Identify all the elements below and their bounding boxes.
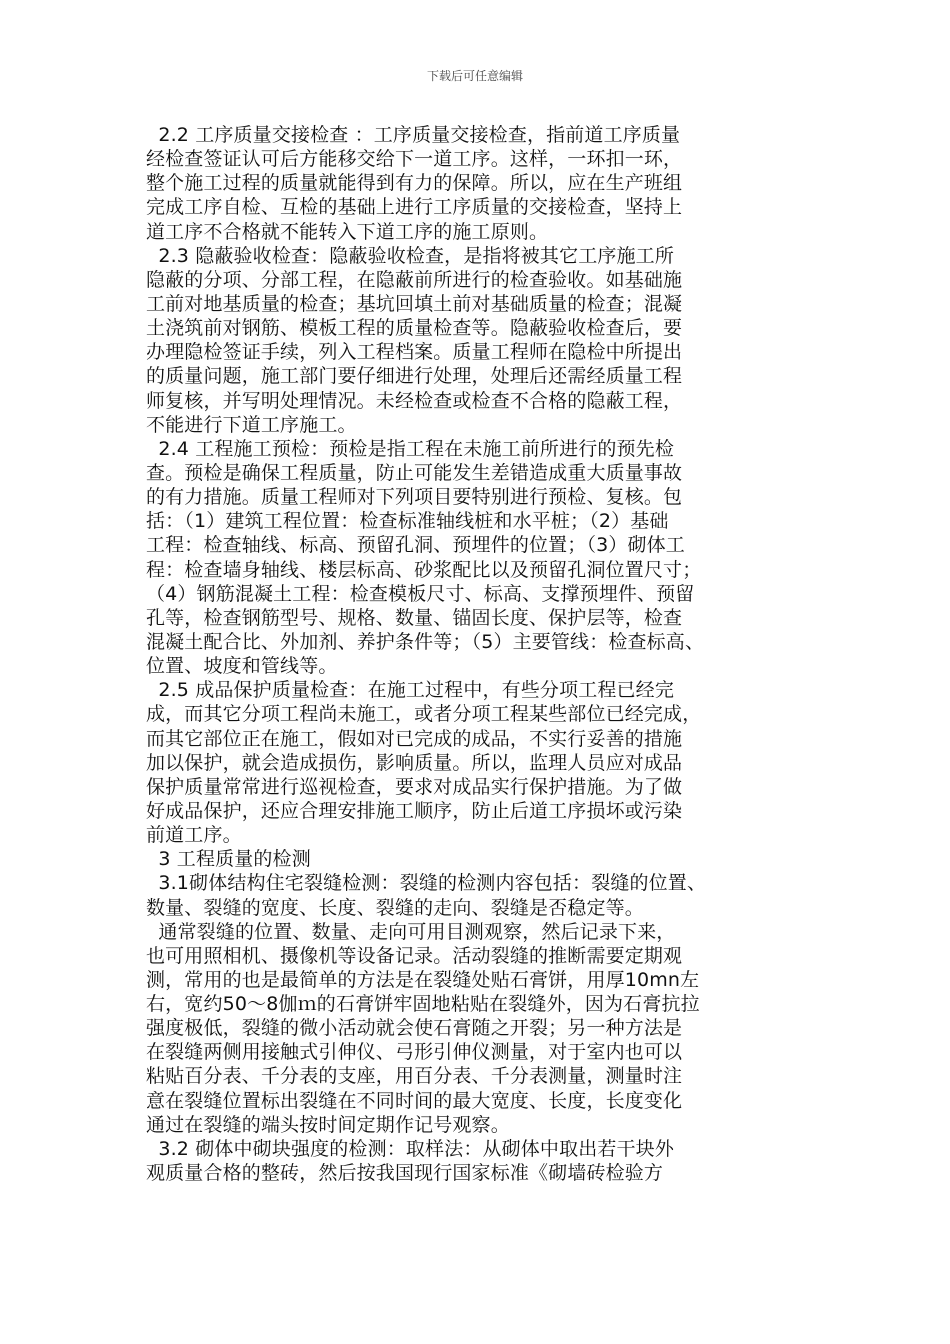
text-line: 意在裂缝位置标出裂缝在不同时间的最大宽度、长度，长度变化 [146, 1089, 683, 1112]
text-line: 的质量问题，施工部门要仔细进行处理，处理后还需经质量工程 [146, 365, 683, 388]
text-line: 在裂缝两侧用接触式引伸仪、弓形引伸仪测量，对于室内也可以 [146, 1041, 683, 1064]
text-line: 强度极低，裂缝的微小活动就会使石膏随之开裂；另一种方法是 [146, 1017, 683, 1040]
text-line: 加以保护，就会造成损伤，影响质量。所以，监理人员应对成品 [146, 751, 683, 774]
text-line: 经检查签证认可后方能移交给下一道工序。这样，一环扣一环， [146, 148, 683, 171]
text-line: 括：（1）建筑工程位置：检查标准轴线桩和水平桩；（2）基础 [146, 510, 669, 533]
text-line: 通常裂缝的位置、数量、走向可用目测观察，然后记录下来， [146, 920, 676, 943]
text-line: 位置、坡度和管线等。 [146, 655, 338, 678]
text-line: 工程：检查轴线、标高、预留孔洞、预埋件的位置；（3）砌体工 [146, 534, 685, 557]
text-line: 粘贴百分表、千分表的支座，用百分表、千分表测量，测量时注 [146, 1065, 683, 1088]
text-line: 查。预检是确保工程质量，防止可能发生差错造成重大质量事故 [146, 461, 683, 484]
text-line: 通过在裂缝的端头按时间定期作记号观察。 [146, 1113, 510, 1136]
page-header: 下载后可任意编辑 [426, 69, 523, 83]
text-line: 2.5 成品保护质量检查：在施工过程中，有些分项工程已经完 [146, 679, 674, 702]
text-line: （4）钢筋混凝土工程：检查模板尺寸、标高、支撑预埋件、预留 [146, 582, 695, 605]
text-line: 程：检查墙身轴线、楼层标高、砂浆配比以及预留孔洞位置尺寸； [146, 558, 702, 581]
text-line: 好成品保护，还应合理安排施工顺序，防止后道工序损坏或污染 [146, 799, 683, 822]
text-line: 2.3 隐蔽验收检查：隐蔽验收检查，是指将被其它工序施工所 [146, 244, 674, 267]
text-line: 右，宽约50～8伽ｍ的石膏饼牢固地粘贴在裂缝外，因为石膏抗拉 [146, 993, 700, 1016]
text-line: 整个施工过程的质量就能得到有力的保障。所以，应在生产班组 [146, 172, 683, 195]
text-line: 2.4 工程施工预检：预检是指工程在未施工前所进行的预先检 [146, 437, 674, 460]
text-line: 3.2 砌体中砌块强度的检测：取样法：从砌体中取出若干块外 [146, 1137, 674, 1160]
text-line: 土浇筑前对钢筋、模板工程的质量检查等。隐蔽验收检查后，要 [146, 317, 683, 340]
text-line: 而其它部位正在施工，假如对已完成的成品，不实行妥善的措施 [146, 727, 683, 750]
text-line: 3 工程质量的检测 [146, 848, 311, 871]
text-line: 前道工序。 [146, 824, 242, 847]
text-line: 完成工序自检、互检的基础上进行工序质量的交接检查，坚持上 [146, 196, 683, 219]
text-line: 保护质量常常进行巡视检查，要求对成品实行保护措施。为了做 [146, 775, 683, 798]
text-line: 2.2 工序质量交接检查 ：工序质量交接检查，指前道工序质量 [146, 124, 681, 146]
text-line: 不能进行下道工序施工。 [146, 413, 357, 436]
text-line: 师复核，并写明处理情况。未经检查或检查不合格的隐蔽工程， [146, 389, 683, 412]
text-line: 道工序不合格就不能转入下道工序的施工原则。 [146, 220, 549, 243]
text-line: 观质量合格的整砖，然后按我国现行国家标准《砌墙砖检验方 [146, 1162, 664, 1185]
text-line: 隐蔽的分项、分部工程，在隐蔽前所进行的检查验收。如基础施 [146, 268, 683, 291]
text-line: 的有力措施。质量工程师对下列项目要特别进行预检、复核。包 [146, 486, 683, 509]
text-line: 混凝土配合比、外加剂、养护条件等；（5）主要管线：检查标高、 [146, 630, 705, 653]
text-line: 办理隐检签证手续，列入工程档案。质量工程师在隐检中所提出 [146, 341, 683, 364]
text-line: 数量、裂缝的宽度、长度、裂缝的走向、裂缝是否稳定等。 [146, 896, 644, 919]
document-body [146, 123, 806, 1185]
text-line: 工前对地基质量的检查；基坑回填土前对基础质量的检查；混凝 [146, 292, 683, 315]
text-line: 孔等，检查钢筋型号、规格、数量、锚固长度、保护层等，检查 [146, 606, 683, 629]
text-line: 测，常用的也是最简单的方法是在裂缝处贴石膏饼，用厚10mn左 [146, 968, 700, 991]
text-line: 也可用照相机、摄像机等设备记录。活动裂缝的推断需要定期观 [146, 944, 683, 967]
text-line: 3.1砌体结构住宅裂缝检测：裂缝的检测内容包括：裂缝的位置、 [146, 872, 707, 895]
text-line: 成，而其它分项工程尚未施工，或者分项工程某些部位已经完成， [146, 703, 702, 726]
